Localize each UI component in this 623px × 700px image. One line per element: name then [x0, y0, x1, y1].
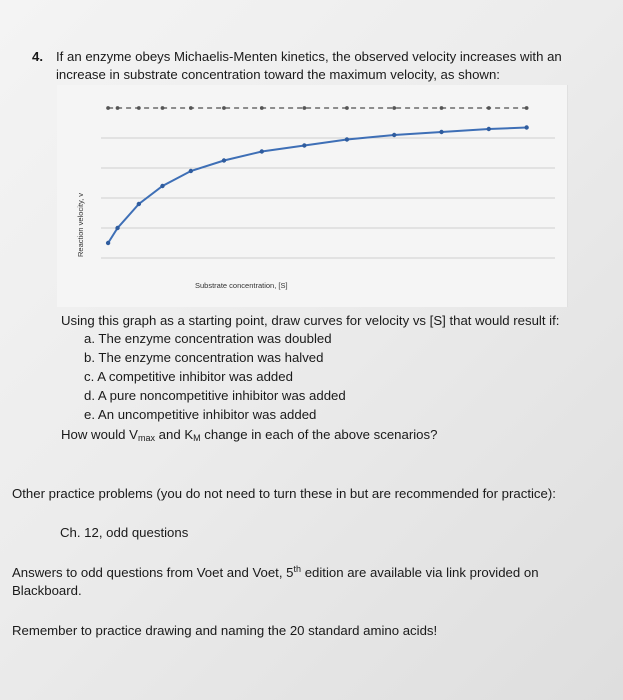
- scenario-e: e. An uncompetitive inhibitor was added: [84, 407, 317, 422]
- velocity-point-0: [106, 241, 110, 245]
- vmax-series: [106, 106, 528, 110]
- answers-note-line2: Blackboard.: [12, 583, 82, 598]
- y-axis-label: Reaction velocity, v: [76, 192, 85, 257]
- vmax-point-6: [260, 106, 264, 110]
- velocity-point-1: [115, 226, 119, 230]
- vmax-point-7: [302, 106, 306, 110]
- vmax-km-question: How would $V_{max}$ and $K_M$ change in each of the above scenarios?: [61, 427, 438, 443]
- velocity-point-3: [160, 184, 164, 188]
- scenario-a: a. The enzyme concentration was doubled: [84, 331, 332, 346]
- x-axis-label: Substrate concentration, [S]: [195, 281, 288, 290]
- question-text-line2: increase in substrate concentration toward the maximum velocity, as shown:: [56, 67, 500, 82]
- vmax-point-1: [116, 106, 120, 110]
- scenario-b: b. The enzyme concentration was halved: [84, 350, 324, 365]
- velocity-line: [108, 128, 527, 244]
- chart-svg: [57, 85, 567, 307]
- vmax-point-4: [189, 106, 193, 110]
- velocity-point-8: [345, 137, 349, 141]
- chapter-assignment: Ch. 12, odd questions: [60, 525, 189, 540]
- other-practice-heading: Other practice problems (you do not need to turn these in but are recommended for practice):: [12, 486, 556, 501]
- velocity-point-11: [487, 127, 491, 131]
- answers-note-line1: Answers to odd questions from Voet and Voet, 5th edition are available via link provided on: [12, 564, 539, 580]
- velocity-point-10: [439, 130, 443, 134]
- vmax-point-12: [525, 106, 529, 110]
- velocity-point-4: [189, 169, 193, 173]
- michaelis-menten-graph: [57, 85, 568, 307]
- velocity-point-6: [260, 149, 264, 153]
- vmax-point-2: [137, 106, 141, 110]
- velocity-point-7: [302, 143, 306, 147]
- velocity-point-9: [392, 133, 396, 137]
- instructions-intro: Using this graph as a starting point, draw curves for velocity vs [S] that would result if:: [61, 313, 560, 328]
- scenario-d: d. A pure noncompetitive inhibitor was added: [84, 388, 346, 403]
- vmax-point-9: [392, 106, 396, 110]
- question-number: 4.: [32, 49, 43, 64]
- amino-acid-reminder: Remember to practice drawing and naming the 20 standard amino acids!: [12, 623, 438, 638]
- chart-gridlines: [101, 138, 555, 258]
- question-text-line1: If an enzyme obeys Michaelis-Menten kinetics, the observed velocity increases with an: [56, 49, 562, 64]
- vmax-point-10: [440, 106, 444, 110]
- vmax-point-3: [161, 106, 165, 110]
- velocity-point-5: [222, 158, 226, 162]
- scenario-c: c. A competitive inhibitor was added: [84, 369, 293, 384]
- vmax-point-5: [222, 106, 226, 110]
- velocity-point-12: [524, 125, 528, 129]
- velocity-point-2: [137, 202, 141, 206]
- vmax-point-11: [487, 106, 491, 110]
- vmax-point-0: [106, 106, 110, 110]
- vmax-point-8: [345, 106, 349, 110]
- velocity-series: [106, 125, 529, 245]
